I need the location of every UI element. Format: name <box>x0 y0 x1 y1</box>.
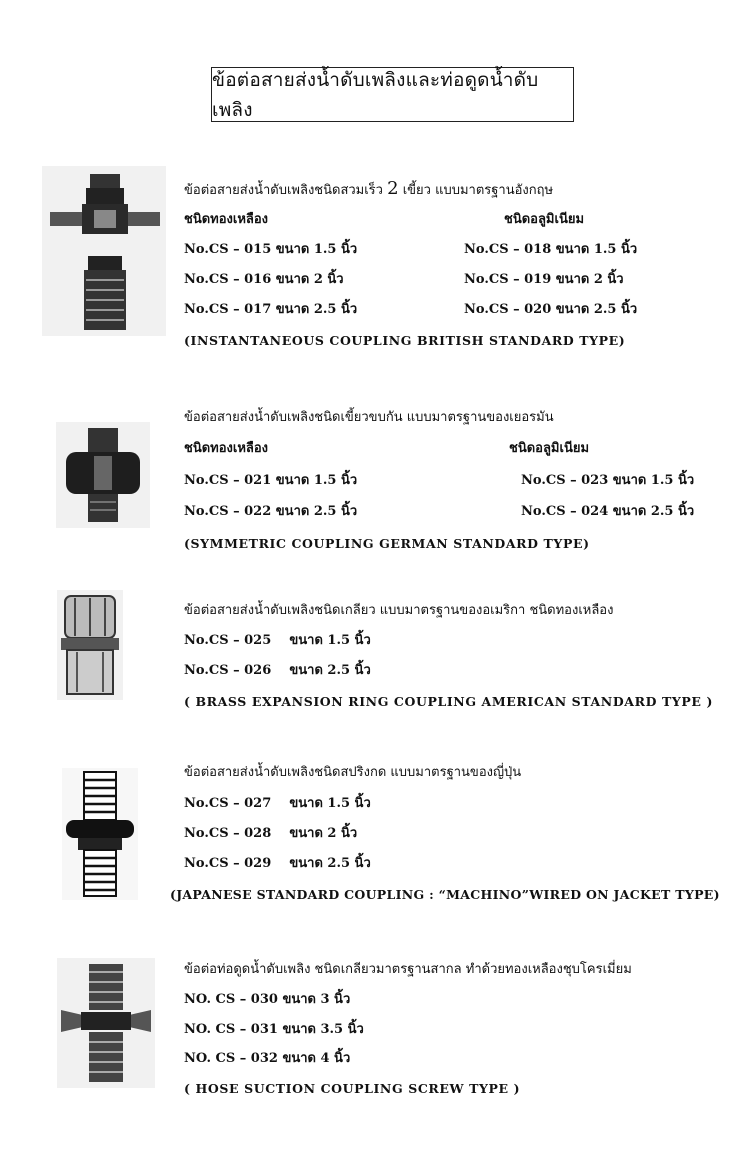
symmetric-coupling-drawing <box>56 422 150 528</box>
section-2-col2-header: ชนิดอลูมิเนียม <box>509 441 590 456</box>
section-1-item: No.CS – 015 ขนาด 1.5 นิ้ว <box>184 242 358 257</box>
instantaneous-coupling-photo <box>42 166 166 336</box>
page-title-text: ข้อต่อสายส่งน้ำดับเพลิงและท่อดูดน้ำดับเพลิง <box>212 68 539 121</box>
section-4-item: No.CS – 029 ขนาด 2.5 นิ้ว <box>184 856 371 871</box>
expansion-ring-coupling-drawing <box>57 590 123 700</box>
section-5-english: ( HOSE SUCTION COUPLING SCREW TYPE ) <box>184 1081 521 1096</box>
section-3-english: ( BRASS EXPANSION RING COUPLING AMERICAN STANDARD TYPE ) <box>184 694 713 709</box>
section-1-item: No.CS – 017 ขนาด 2.5 นิ้ว <box>184 302 358 317</box>
section-4-item: No.CS – 028 ขนาด 2 นิ้ว <box>184 826 358 841</box>
machino-coupling-photo <box>62 768 138 900</box>
section-1-item: No.CS – 018 ขนาด 1.5 นิ้ว <box>464 242 638 257</box>
section-2-item: No.CS – 021 ขนาด 1.5 นิ้ว <box>184 473 358 488</box>
section-2-english: (SYMMETRIC COUPLING GERMAN STANDARD TYPE) <box>184 536 590 551</box>
section-4-item: No.CS – 027 ขนาด 1.5 นิ้ว <box>184 796 371 811</box>
suction-coupling-drawing <box>57 958 155 1088</box>
section-3-heading: ข้อต่อสายส่งน้ำดับเพลิงชนิดเกลียว แบบมาตรฐานของอเมริกา ชนิดทองเหลือง <box>184 603 614 618</box>
section-1-item: No.CS – 020 ขนาด 2.5 นิ้ว <box>464 302 638 317</box>
section-5-item: NO. CS – 031 ขนาด 3.5 นิ้ว <box>184 1022 364 1037</box>
section-1-col2-header: ชนิดอลูมิเนียม <box>504 212 585 227</box>
section-1-heading-prefix: ข้อต่อสายส่งน้ำดับเพลิงชนิดสวมเร็ว <box>184 183 383 198</box>
section-2-col1-header: ชนิดทองเหลือง <box>184 441 269 456</box>
page-title <box>211 67 574 122</box>
section-1-heading <box>184 180 553 200</box>
section-4-heading: ข้อต่อสายส่งน้ำดับเพลิงชนิดสปริงกด แบบมาตรฐานของญี่ปุ่น <box>184 765 522 780</box>
section-2-heading: ข้อต่อสายส่งน้ำดับเพลิงชนิดเขี้ยวขบกัน แบบมาตรฐานของเยอรมัน <box>184 410 554 425</box>
section-2-item: No.CS – 023 ขนาด 1.5 นิ้ว <box>521 473 695 488</box>
section-1-item: No.CS – 019 ขนาด 2 นิ้ว <box>464 272 624 287</box>
section-2-item: No.CS – 024 ขนาด 2.5 นิ้ว <box>521 504 695 519</box>
section-1-item: No.CS – 016 ขนาด 2 นิ้ว <box>184 272 344 287</box>
machino-coupling-drawing <box>62 768 138 900</box>
section-1-heading-number: 2 <box>387 178 399 199</box>
section-2-item: No.CS – 022 ขนาด 2.5 นิ้ว <box>184 504 358 519</box>
section-1-heading-suffix: เขี้ยว แบบมาตรฐานอังกฤษ <box>402 183 554 198</box>
expansion-ring-coupling-photo <box>57 590 123 700</box>
section-3-item: No.CS – 025 ขนาด 1.5 นิ้ว <box>184 633 371 648</box>
symmetric-coupling-photo <box>56 422 150 528</box>
section-3-item: No.CS – 026 ขนาด 2.5 นิ้ว <box>184 663 371 678</box>
section-5-item: NO. CS – 032 ขนาด 4 นิ้ว <box>184 1051 351 1066</box>
section-5-heading: ข้อต่อท่อดูดน้ำดับเพลิง ชนิดเกลียวมาตรฐานสากล ทำด้วยทองเหลืองชุบโครเมี่ยม <box>184 962 632 977</box>
section-4-english: (JAPANESE STANDARD COUPLING : “MACHINO”WIRED ON JACKET TYPE) <box>170 887 720 902</box>
instantaneous-coupling-drawing <box>42 166 166 336</box>
section-1-col1-header: ชนิดทองเหลือง <box>184 212 269 227</box>
section-5-item: NO. CS – 030 ขนาด 3 นิ้ว <box>184 992 351 1007</box>
section-1-english: (INSTANTANEOUS COUPLING BRITISH STANDARD TYPE) <box>184 333 626 348</box>
suction-coupling-photo <box>57 958 155 1088</box>
